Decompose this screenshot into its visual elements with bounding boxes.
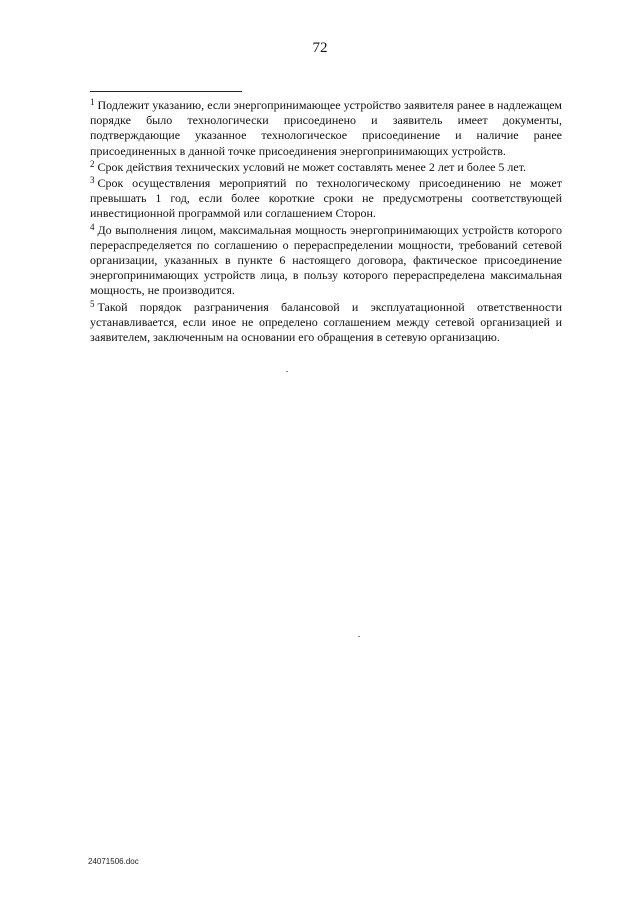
footnote-3	[90, 176, 562, 222]
footnote-marker: 5	[90, 298, 95, 309]
footnote-5	[90, 300, 562, 346]
footnote-marker: 3	[90, 175, 95, 186]
footnote-separator	[90, 91, 242, 92]
footnote-text: Срок действия технических условий не может составлять менее 2 лет и более 5 лет.	[97, 159, 527, 174]
footnote-2	[90, 160, 562, 175]
footnote-text: Такой порядок разграничения балансовой и эксплуатационной ответственности устанавливается, если иное не определено соглашением между сетевой организацией и заявителем, заключенным на основании его обращения в сетевую организацию.	[90, 299, 562, 345]
document-file-name: 24071506.doc	[88, 857, 139, 866]
footnotes-section	[90, 98, 562, 346]
footnote-text: До выполнения лицом, максимальная мощность энергопринимающих устройств которого перераспределяется по соглашению о перераспределении мощности, требований сетевой организации, указанных в пункте 6 настоящего договора, фактическое присоединение энергопринимающих устройств лица, в пользу которого перераспределена максимальная мощность, не производится.	[90, 222, 562, 298]
footnote-marker: 2	[90, 158, 95, 169]
footnote-marker: 4	[90, 221, 95, 232]
footnote-1	[90, 98, 562, 159]
footnote-text: Подлежит указанию, если энергопринимающее устройство заявителя ранее в надлежащем порядке было технологически присоединено и заявитель имеет документы, подтверждающие указанное технологическое присоединение и наличие ранее присоединенных в данной точке присоединения энергопринимающих устройств.	[90, 98, 562, 158]
page-number: 72	[312, 40, 328, 56]
footnote-4	[90, 223, 562, 299]
footnote-marker: 1	[90, 97, 95, 107]
scan-speck	[286, 371, 288, 372]
footnote-text: Срок осуществления мероприятий по технологическому присоединению не может превышать 1 год, если более короткие сроки не предусмотрены соответствующей инвестиционной программой или соглашением Сторон.	[90, 176, 562, 221]
scan-speck	[358, 636, 360, 637]
